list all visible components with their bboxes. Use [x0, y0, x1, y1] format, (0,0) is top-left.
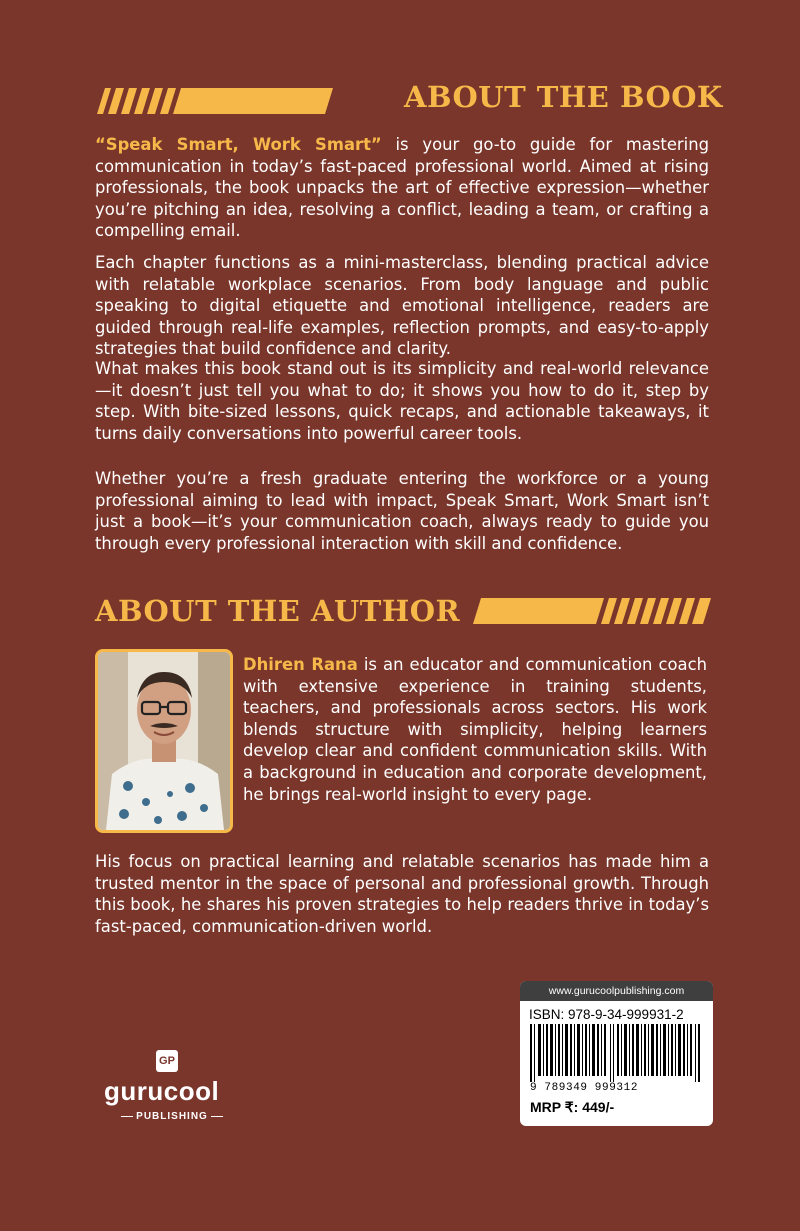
publisher-logo — [100, 1050, 240, 1130]
book-paragraph-3: What makes this book stand out is its simplicity and real-world relevance—it doesn’t just tell you what to do; it shows you how to do it, step by step. With bite-sized lessons, quick recaps, and actionable takeaways, it turns daily conversations into powerful career tools. — [95, 359, 709, 443]
about-book-heading: ABOUT THE BOOK — [404, 80, 723, 114]
about-author-heading: ABOUT THE AUTHOR — [95, 594, 461, 628]
publisher-website: www.gurucoolpublishing.com — [520, 981, 713, 1001]
stripe-bar-left — [97, 88, 333, 114]
publisher-subtitle: PUBLISHING — [106, 1111, 238, 1122]
barcode-box — [520, 981, 713, 1126]
stripe-bar-right — [473, 598, 711, 624]
author-intro-text: is an educator and communication coach with extensive experience in training students, teachers, and professionals across sectors. His work blends structure with simplicity, helping learners develop clear and confident communication skills. With a background in education and corporate development, he brings real-world insight to every page. — [243, 655, 707, 804]
barcode-icon — [530, 1024, 702, 1082]
mrp-price: MRP ₹: 449/- — [530, 1099, 615, 1115]
book-paragraph-2: Each chapter functions as a mini-masterclass, blending practical advice with relatable workplace scenarios. From body language and public speaking to digital etiquette and emotional intelligence, readers are guided through real-life examples, reflection prompts, and easy-to-apply strategies that build confidence and clarity. — [95, 253, 709, 359]
publisher-mark-icon: GP — [156, 1050, 178, 1072]
author-closing-paragraph: His focus on practical learning and relatable scenarios has made him a trusted mentor in the space of personal and professional growth. Through this book, he shares his proven strategies to help readers thrive in today’s fast-paced, communication-driven world. — [95, 852, 709, 936]
book-paragraph-1-text: is your go-to guide for mastering communication in today’s fast-paced professional world. Aimed at rising professionals, the book unpacks the art of effective expression—whether you’re pitching an idea, resolving a conflict, leading a team, or crafting a compelling email. — [95, 135, 709, 241]
publisher-name: gurucool — [104, 1076, 220, 1106]
author-intro — [243, 654, 707, 805]
barcode-digits: 9 789349 999312 — [530, 1082, 639, 1094]
book-title-highlight: “Speak Smart, Work Smart” — [95, 135, 382, 154]
book-paragraph-4: Whether you’re a fresh graduate entering the workforce or a young professional aiming to lead with impact, Speak Smart, Work Smart isn’t just a book—it’s your communication coach, always ready to guide you through every professional interaction with skill and confidence. — [95, 469, 709, 553]
isbn-text: ISBN: 978-9-34-999931-2 — [529, 1007, 684, 1022]
book-paragraph-1 — [95, 134, 709, 242]
author-photo — [95, 649, 233, 833]
author-name: Dhiren Rana — [243, 655, 358, 674]
